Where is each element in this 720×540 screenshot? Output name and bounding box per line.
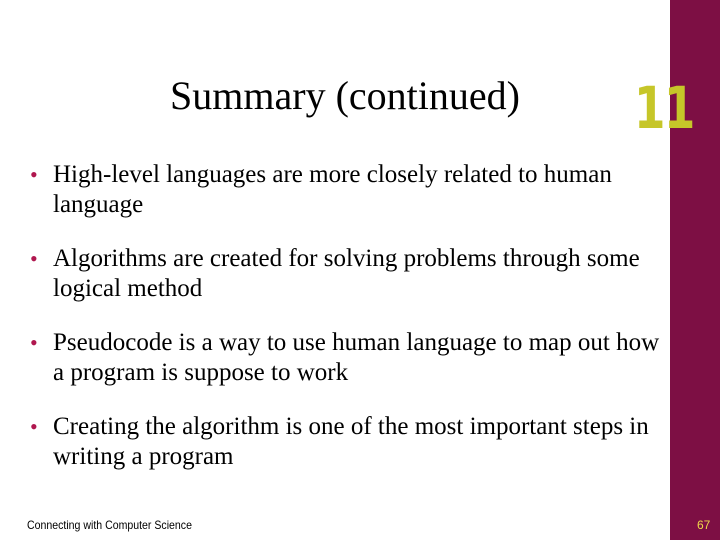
bullet-text: Pseudocode is a way to use human language to map out how a program is suppose to work — [53, 329, 660, 386]
bullet-marker: • — [30, 330, 38, 355]
bullet-marker: • — [30, 414, 38, 439]
page-number: 67 — [697, 518, 711, 532]
bullet-marker: • — [30, 162, 38, 187]
bullet-item — [30, 412, 660, 472]
bullet-text: High-level languages are more closely related to human language — [53, 161, 612, 218]
slide-title: Summary (continued) — [170, 73, 520, 118]
bullet-item — [30, 328, 660, 388]
chapter-number: 11 — [634, 74, 694, 142]
bullet-item — [30, 160, 660, 220]
bullet-item — [30, 244, 660, 304]
footer-text: Connecting with Computer Science — [27, 518, 192, 532]
bullet-text: Creating the algorithm is one of the most important steps in writing a program — [53, 413, 649, 470]
bullet-text: Algorithms are created for solving problems through some logical method — [53, 245, 640, 302]
bullet-marker: • — [30, 246, 38, 271]
bullet-list — [30, 160, 660, 496]
